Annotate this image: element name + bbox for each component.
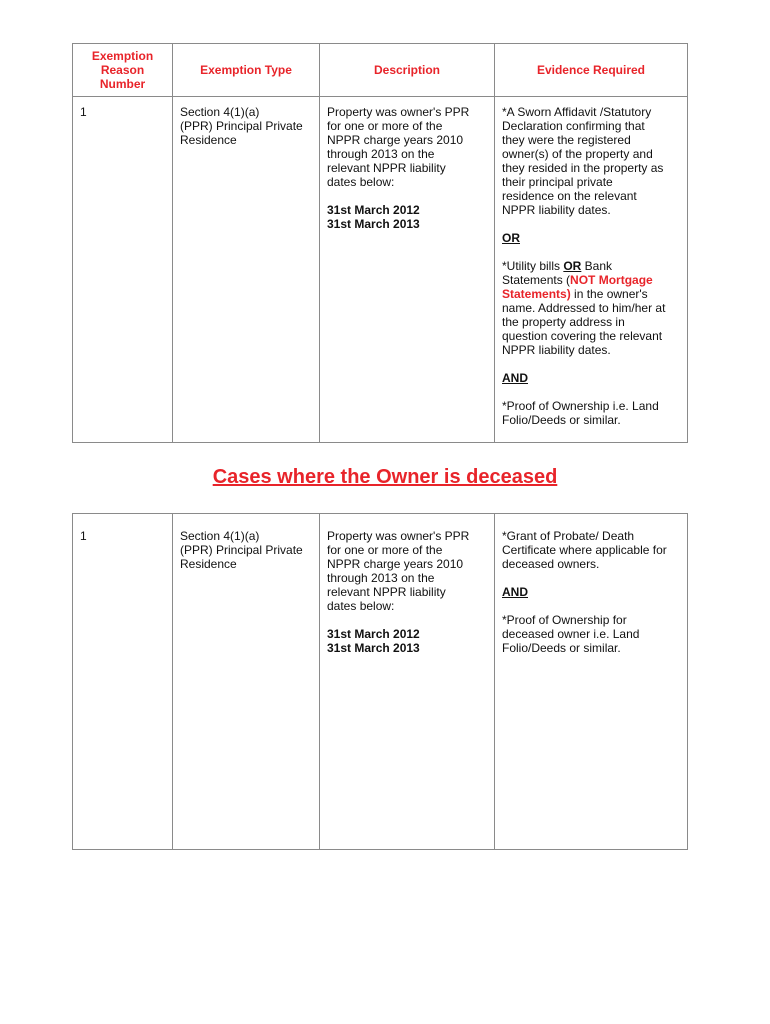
type-line: (PPR) Principal Private xyxy=(180,543,303,557)
header-text: Reason xyxy=(100,63,145,77)
desc-line: for one or more of the xyxy=(327,543,443,557)
evidence-line: Certificate where applicable for xyxy=(502,543,667,557)
liability-date: 31st March 2013 xyxy=(327,217,420,231)
table-header-row xyxy=(73,44,688,97)
header-text: Exemption Type xyxy=(200,63,292,77)
evidence-line: deceased owners. xyxy=(502,557,600,571)
proof-line: *Proof of Ownership for xyxy=(502,613,627,627)
not-mortgage-warning: Statements) xyxy=(502,287,571,301)
header-text: Description xyxy=(373,63,440,77)
type-line: Section 4(1)(a) xyxy=(180,105,260,119)
liability-date: 31st March 2012 xyxy=(327,203,420,217)
desc-line: through 2013 on the xyxy=(327,571,435,585)
exemption-type xyxy=(173,514,319,571)
evidence-line: residence on the relevant xyxy=(502,189,637,203)
header-text: Evidence Required xyxy=(536,63,646,77)
deceased-owner-table xyxy=(72,513,688,850)
evidence-line: their principal private xyxy=(502,175,613,189)
header-text: Number xyxy=(99,77,146,91)
and-label: AND xyxy=(502,585,528,599)
utility-line: the property address in xyxy=(502,315,625,329)
evidence-line: Declaration confirming that xyxy=(502,119,645,133)
proof-line: *Proof of Ownership i.e. Land xyxy=(502,399,659,413)
liability-date: 31st March 2013 xyxy=(327,641,420,655)
desc-line: dates below: xyxy=(327,175,395,189)
proof-line: Folio/Deeds or similar. xyxy=(502,413,621,427)
utility-text: *Utility bills xyxy=(502,259,564,273)
table-row xyxy=(73,514,688,850)
reason-number: 1 xyxy=(80,105,87,119)
evidence-line: they were the registered xyxy=(502,133,631,147)
description xyxy=(320,97,494,231)
liability-date: 31st March 2012 xyxy=(327,627,420,641)
section-heading: Cases where the Owner is deceased xyxy=(212,466,558,488)
desc-line: dates below: xyxy=(327,599,395,613)
reason-number: 1 xyxy=(80,529,87,543)
and-label: AND xyxy=(502,371,528,385)
statements-line xyxy=(502,273,681,287)
proof-line: Folio/Deeds or similar. xyxy=(502,641,621,655)
evidence-required xyxy=(495,97,687,427)
desc-line: Property was owner's PPR xyxy=(327,529,470,543)
table-row xyxy=(73,97,688,443)
type-line: Residence xyxy=(180,133,237,147)
desc-line: relevant NPPR liability xyxy=(327,161,446,175)
or-label: OR xyxy=(502,231,520,245)
exemption-table xyxy=(72,43,688,443)
utility-line xyxy=(502,259,681,273)
desc-line: through 2013 on the xyxy=(327,147,435,161)
evidence-required xyxy=(495,514,687,655)
description xyxy=(320,514,494,655)
desc-line: NPPR charge years 2010 xyxy=(327,557,464,571)
header-text: Exemption xyxy=(91,49,154,63)
type-line: Residence xyxy=(180,557,237,571)
evidence-line: *A Sworn Affidavit /Statutory xyxy=(502,105,652,119)
exemption-type xyxy=(173,97,319,147)
type-line: (PPR) Principal Private xyxy=(180,119,303,133)
evidence-line: they resided in the property as xyxy=(502,161,664,175)
utility-line: question covering the relevant xyxy=(502,329,663,343)
evidence-line: owner(s) of the property and xyxy=(502,147,653,161)
desc-line: relevant NPPR liability xyxy=(327,585,446,599)
utility-line: name. Addressed to him/her at xyxy=(502,301,666,315)
desc-line: Property was owner's PPR xyxy=(327,105,470,119)
evidence-line: NPPR liability dates. xyxy=(502,203,611,217)
statements-text: Statements ( xyxy=(502,273,571,287)
proof-line: deceased owner i.e. Land xyxy=(502,627,640,641)
header-exemption-type xyxy=(173,44,319,96)
header-evidence-required xyxy=(495,44,687,96)
type-line: Section 4(1)(a) xyxy=(180,529,260,543)
utility-line: NPPR liability dates. xyxy=(502,343,611,357)
evidence-line: *Grant of Probate/ Death xyxy=(502,529,635,543)
not-mortgage-warning: NOT Mortgage xyxy=(570,273,653,287)
owners-name-text: in the owner's xyxy=(570,287,648,301)
header-reason-number xyxy=(73,44,172,96)
statements-line-2 xyxy=(502,287,681,301)
desc-line: NPPR charge years 2010 xyxy=(327,133,464,147)
header-description xyxy=(320,44,494,96)
utility-text: Bank xyxy=(581,259,613,273)
desc-line: for one or more of the xyxy=(327,119,443,133)
or-inline: OR xyxy=(563,259,582,273)
